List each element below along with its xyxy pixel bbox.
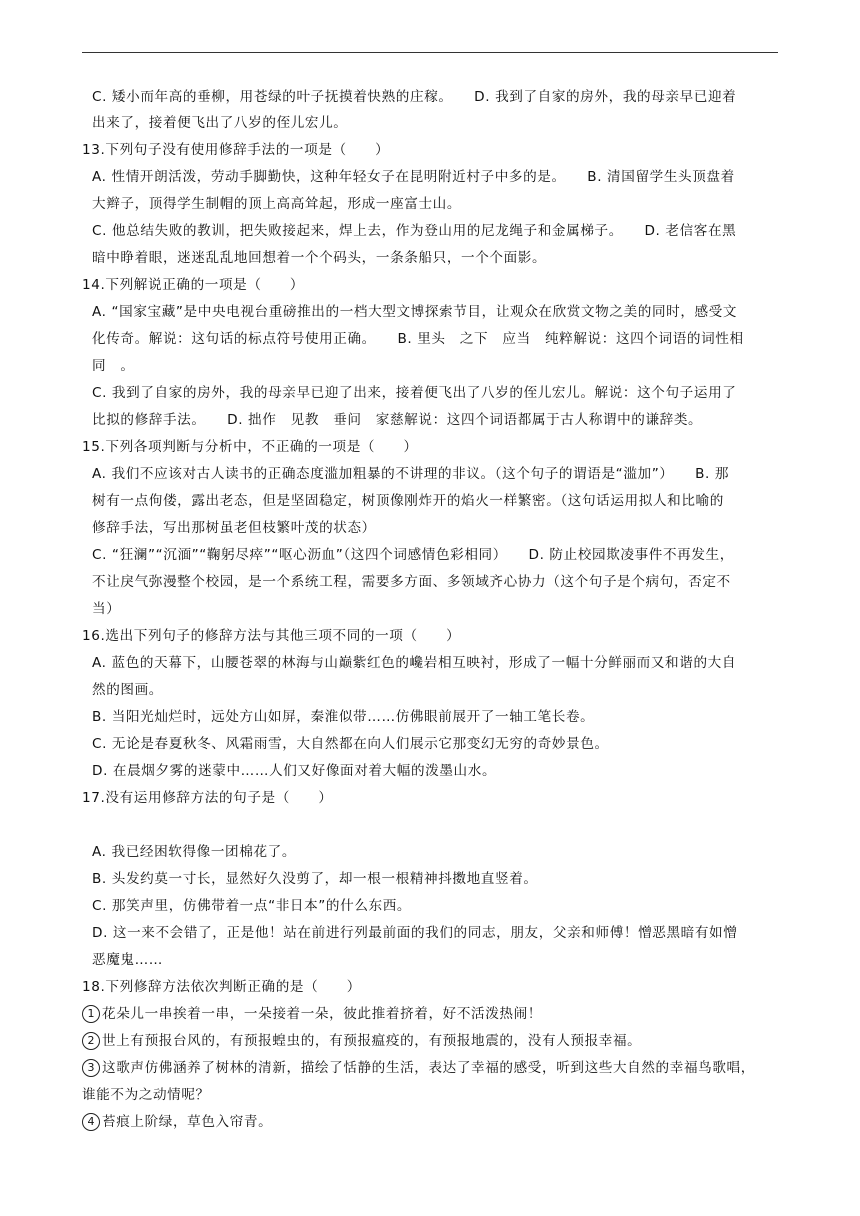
question-13-title: 13.下列句子没有使用修辞手法的一项是（ ） <box>82 142 390 158</box>
circled-item-text: 世上有预报台风的，有预报蝗虫的，有预报瘟疫的，有预报地震的，没有人预报幸福。 <box>102 1033 642 1049</box>
text-line: 修辞手法，写出那树虽老但枝繁叶茂的状态） <box>92 520 376 536</box>
text-line: 然的图画。 <box>92 682 163 698</box>
text-line: A. 我已经困软得像一团棉花了。 <box>92 844 297 860</box>
text-line: C. 矮小而年高的垂柳，用苍绿的叶子抚摸着快熟的庄稼。 D. 我到了自家的房外，我的母亲早已迎着 <box>92 89 737 105</box>
circled-number-3: 3 <box>82 1059 100 1077</box>
text-line: C. 他总结失败的教训，把失败接起来，焊上去，作为登山用的尼龙绳子和金属梯子。 D. 老信客在黑 <box>92 223 737 239</box>
header-rule <box>82 52 778 53</box>
text-line: C. 无论是春夏秋冬、风霜雨雪，大自然都在向人们展示它那变幻无穷的奇妙景色。 <box>92 736 609 752</box>
text-line: D. 这一来不会错了，正是他！站在前进行列最前面的我们的同志，朋友，父亲和师傅！憎恶黑暗有如憎 <box>92 925 738 941</box>
text-line: 化传奇。解说：这句话的标点符号使用正确。 B. 里头 之下 应当 纯粹解说：这四个词语的词性相 <box>92 331 744 347</box>
circled-item-text: 花朵儿一串挨着一串，一朵接着一朵，彼此推着挤着，好不活泼热闹！ <box>102 1006 543 1022</box>
text-line: A. 蓝色的天幕下，山腰苍翠的林海与山巅紫红色的巉岩相互映衬，形成了一幅十分鲜丽而又和谐的大自 <box>92 655 737 671</box>
question-16-title: 16.选出下列句子的修辞方法与其他三项不同的一项（ ） <box>82 628 461 644</box>
circled-item-continuation: 谁能不为之动情呢？ <box>82 1087 210 1103</box>
text-line: C. 我到了自家的房外，我的母亲早已迎了出来，接着便飞出了八岁的侄儿宏儿。解说：这个句子运用了 <box>92 385 737 401</box>
question-18-title: 18.下列修辞方法依次判断正确的是（ ） <box>82 979 361 995</box>
question-17-title: 17.没有运用修辞方法的句子是（ ） <box>82 790 333 806</box>
text-line: 比拟的修辞手法。 D. 拙作 见教 垂问 家慈解说：这四个词语都属于古人称谓中的谦辞类。 <box>92 412 703 428</box>
text-line: 恶魔鬼…… <box>92 952 163 968</box>
text-line: C. 那笑声里，仿佛带着一点“非日本”的什么东西。 <box>92 898 412 914</box>
text-line: A. 性情开朗活泼，劳动手脚勤快，这种年轻女子在昆明附近村子中多的是。 B. 清国留学生头顶盘着 <box>92 169 735 185</box>
text-line: C. “狂澜”“沉湎”“鞠躬尽瘁”“呕心沥血”（这四个词感情色彩相同） D. 防止校园欺凌事件不再发生， <box>92 547 734 563</box>
text-line: 大辫子，顶得学生制帽的顶上高高耸起，形成一座富士山。 <box>92 196 462 212</box>
circled-number-1: 1 <box>82 1005 100 1023</box>
text-line: A. “国家宝藏”是中央电视台重磅推出的一档大型文博探索节目，让观众在欣赏文物之美的同时，感受文 <box>92 304 738 320</box>
text-line: 出来了，接着便飞出了八岁的侄儿宏儿。 <box>92 115 348 131</box>
circled-number-2: 2 <box>82 1032 100 1050</box>
question-15-title: 15.下列各项判断与分析中，不正确的一项是（ ） <box>82 439 418 455</box>
text-line: B. 头发约莫一寸长，显然好久没剪了，却一根一根精神抖擞地直竖着。 <box>92 871 538 887</box>
text-line: 同 。 <box>92 358 135 374</box>
circled-number-4: 4 <box>82 1113 100 1131</box>
text-line: 树有一点佝偻，露出老态，但是坚固稳定，树顶像刚炸开的焰火一样繁密。（这句话运用拟人和比喻的 <box>92 493 724 509</box>
text-line: 不让戾气弥漫整个校园，是一个系统工程，需要多方面、多领域齐心协力（这个句子是个病句，否定不 <box>92 574 731 590</box>
text-line: B. 当阳光灿烂时，远处方山如屏，秦淮似带……仿佛眼前展开了一轴工笔长卷。 <box>92 709 595 725</box>
text-line: A. 我们不应该对古人读书的正确态度滥加粗暴的不讲理的非议。（这个句子的谓语是“滥加”） B. 那 <box>92 466 730 482</box>
text-line: D. 在晨烟夕雾的迷蒙中……人们又好像面对着大幅的泼墨山水。 <box>92 763 497 779</box>
question-14-title: 14.下列解说正确的一项是（ ） <box>82 277 305 293</box>
text-line: 当） <box>92 601 121 617</box>
text-line: 暗中睁着眼，迷迷乱乱地回想着一个个码头，一条条船只，一个个面影。 <box>92 250 547 266</box>
circled-item-text: 这歌声仿佛涵养了树林的清新，描绘了恬静的生活，表达了幸福的感受，听到这些大自然的幸福鸟歌唱， <box>102 1060 755 1076</box>
circled-item-text: 苔痕上阶绿，草色入帘青。 <box>102 1114 273 1130</box>
